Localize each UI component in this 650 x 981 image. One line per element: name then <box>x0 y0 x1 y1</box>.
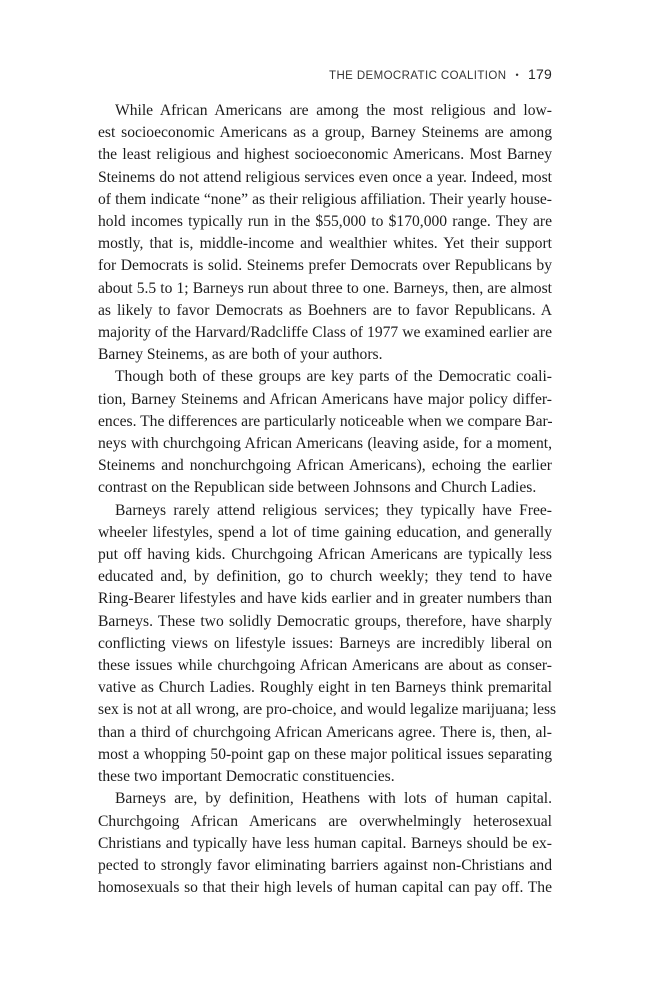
text-line: Barneys. These two solidly Democratic groups, therefore, have sharply <box>98 612 552 630</box>
text-line: contrast on the Republican side between Johnsons and Church Ladies. <box>98 479 537 497</box>
text-line: educated and, by definition, go to church weekly; they tend to have <box>98 568 552 586</box>
text-line: the least religious and highest socioeconomic Americans. Most Barney <box>98 146 552 164</box>
text-line: wheeler lifestyles, spend a lot of time gaining education, and generally <box>98 523 552 541</box>
text-line: these issues while churchgoing African Americans are about as conser- <box>98 657 552 675</box>
paragraph <box>98 100 552 366</box>
text-line: tion, Barney Steinems and African Americans have major policy differ- <box>98 390 552 408</box>
text-line: mostly, that is, middle-income and wealthier whites. Yet their support <box>98 235 552 253</box>
text-line: for Democrats is solid. Steinems prefer Democrats over Republicans by <box>98 257 552 275</box>
text-line: Though both of these groups are key parts of the Democratic coali- <box>115 368 552 386</box>
running-head <box>329 66 552 82</box>
text-line: Steinems do not attend religious services even once a year. Indeed, most <box>98 168 552 186</box>
text-line: hold incomes typically run in the $55,000 to $170,000 range. They are <box>98 213 552 231</box>
body-text <box>98 100 557 899</box>
text-line: most a whopping 50-point gap on these major political issues separating <box>98 745 552 763</box>
page-number: 179 <box>528 66 552 82</box>
text-line: Christians and typically have less human capital. Barneys should be ex- <box>98 834 552 852</box>
text-line: est socioeconomic Americans as a group, Barney Steinems are among <box>98 124 552 142</box>
text-line: pected to strongly favor eliminating barriers against non-Christians and <box>98 856 552 874</box>
text-line: homosexuals so that their high levels of human capital can pay off. The <box>98 879 552 897</box>
text-line: about 5.5 to 1; Barneys run about three to one. Barneys, then, are almost <box>98 279 552 297</box>
text-line: Barneys are, by definition, Heathens with lots of human capital. <box>115 790 552 808</box>
text-line: majority of the Harvard/Radcliffe Class of 1977 we examined earlier are <box>98 324 552 342</box>
text-line: Churchgoing African Americans are overwhelmingly heterosexual <box>98 812 552 830</box>
text-line: as likely to favor Democrats as Boehners are to favor Republicans. A <box>98 301 552 319</box>
text-line: Steinems and nonchurchgoing African Americans), echoing the earlier <box>98 457 552 475</box>
text-line: neys with churchgoing African Americans (leaving aside, for a moment, <box>98 435 552 453</box>
text-line: these two important Democratic constituencies. <box>98 768 395 786</box>
paragraph <box>98 788 552 899</box>
text-line: conflicting views on lifestyle issues: Barneys are incredibly liberal on <box>98 634 552 652</box>
text-line: sex is not at all wrong, are pro-choice, and would legalize marijuana; less <box>98 701 557 719</box>
text-line: Ring-Bearer lifestyles and have kids earlier and in greater numbers than <box>98 590 552 608</box>
text-line: put off having kids. Churchgoing African Americans are typically less <box>98 546 552 564</box>
running-head-separator: • <box>515 70 520 80</box>
text-line: of them indicate “none” as their religious affiliation. Their yearly house- <box>98 190 552 208</box>
paragraph <box>98 366 552 499</box>
running-head-title: THE DEMOCRATIC COALITION <box>329 70 507 82</box>
text-line: Barneys rarely attend religious services; they typically have Free- <box>115 501 552 519</box>
text-line: than a third of churchgoing African Americans agree. There is, then, al- <box>98 723 552 741</box>
paragraph <box>98 500 557 789</box>
text-line: While African Americans are among the most religious and low- <box>115 102 552 119</box>
text-line: ences. The differences are particularly noticeable when we compare Bar- <box>98 412 553 430</box>
text-line: Barney Steinems, as are both of your authors. <box>98 346 383 364</box>
text-line: vative as Church Ladies. Roughly eight in ten Barneys think premarital <box>98 679 552 697</box>
